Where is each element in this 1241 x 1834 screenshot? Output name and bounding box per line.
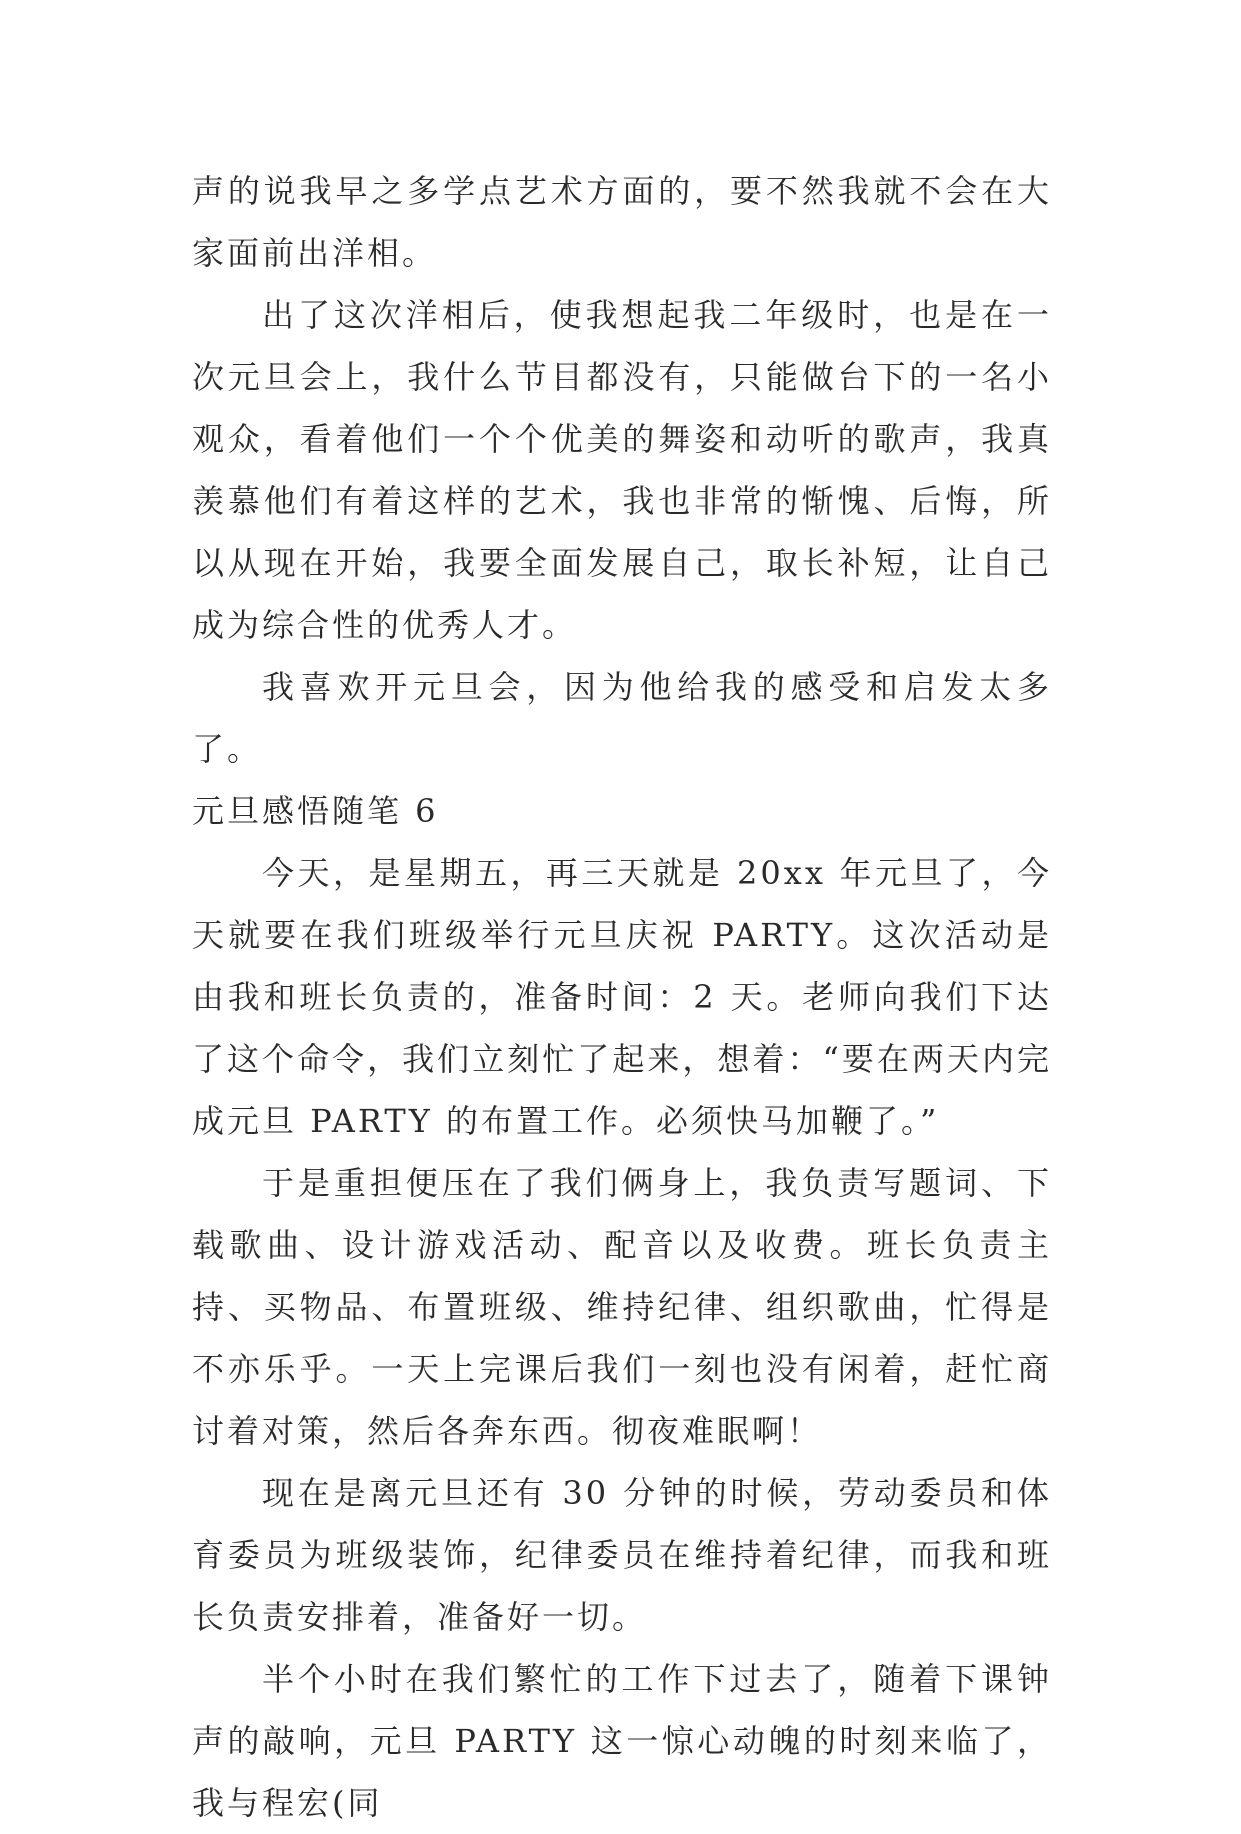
paragraph: 现在是离元旦还有 30 分钟的时候，劳动委员和体育委员为班级装饰，纪律委员在维持着纪律，而我和班长负责安排着，准备好一切。 xyxy=(192,1474,1052,1636)
document-body xyxy=(192,160,1052,1834)
section-title: 元旦感悟随笔 6 xyxy=(192,792,439,830)
paragraph: 于是重担便压在了我们俩身上，我负责写题词、下载歌曲、设计游戏活动、配音以及收费。班长负责主持、买物品、布置班级、维持纪律、组织歌曲，忙得是不亦乐乎。一天上完课后我们一刻也没有闲着，赶忙商讨着对策，然后各奔东西。彻夜难眠啊！ xyxy=(192,1164,1052,1450)
paragraph: 我喜欢开元旦会，因为他给我的感受和启发太多了。 xyxy=(192,668,1052,768)
paragraph: 今天，是星期五，再三天就是 20xx 年元旦了，今天就要在我们班级举行元旦庆祝 PARTY。这次活动是由我和班长负责的，准备时间：2 天。老师向我们下达了这个命令，我们立刻忙了起来，想着：“要在两天内完成元旦 PARTY 的布置工作。必须快马加鞭了。” xyxy=(192,854,1052,1140)
paragraph: 半个小时在我们繁忙的工作下过去了，随着下课钟声的敲响，元旦 PARTY 这一惊心动魄的时刻来临了，我与程宏(同 xyxy=(192,1660,1052,1822)
paragraph-continuation: 声的说我早之多学点艺术方面的，要不然我就不会在大家面前出洋相。 xyxy=(192,172,1052,272)
paragraph: 出了这次洋相后，使我想起我二年级时，也是在一次元旦会上，我什么节目都没有，只能做台下的一名小观众，看着他们一个个优美的舞姿和动听的歌声，我真羡慕他们有着这样的艺术，我也非常的惭愧、后悔，所以从现在开始，我要全面发展自己，取长补短，让自己成为综合性的优秀人才。 xyxy=(192,296,1052,644)
